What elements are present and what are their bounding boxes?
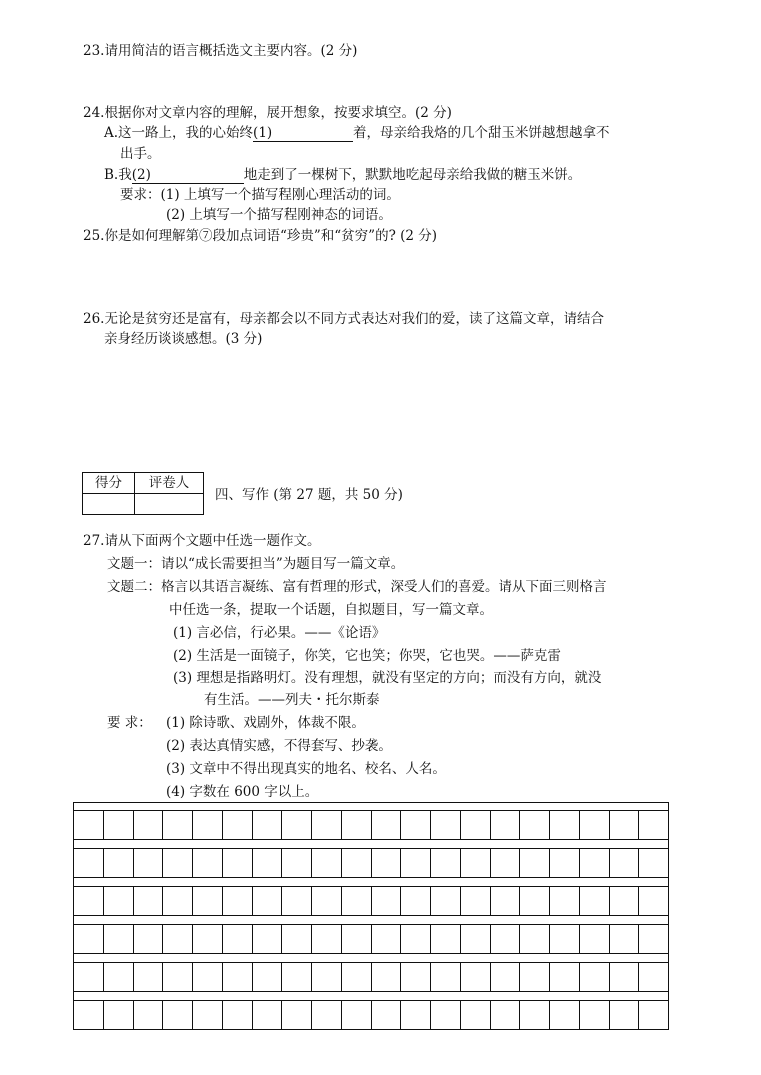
grid-cell[interactable] [431,886,461,916]
grid-cell[interactable] [193,848,223,878]
grid-cell[interactable] [610,1000,640,1030]
question-24-req2: (2) 上填写一个描写程刚神态的词语。 [166,207,392,223]
q24-b-suffix: 地走到了一棵树下，默默地吃起母亲给我做的糖玉米饼。 [243,167,582,183]
grid-cell[interactable] [134,810,164,840]
requirement-4: (4) 字数在 600 字以上。 [166,784,319,800]
grid-cell[interactable] [104,1000,134,1030]
grid-cell[interactable] [461,962,491,992]
grid-cell[interactable] [550,810,580,840]
grid-row-separator [73,840,669,848]
grid-cell[interactable] [312,962,342,992]
question-27-topic2-l2: 中任选一条，提取一个话题，自拟题目，写一篇文章。 [169,602,493,618]
grid-cell[interactable] [580,848,610,878]
grid-cell[interactable] [639,962,669,992]
q24-a-blank[interactable]: (1) [253,125,353,142]
question-26-line2: 亲身经历谈谈感想。(3 分) [104,331,263,347]
grid-cell[interactable] [431,1000,461,1030]
grid-top-bar [73,802,669,810]
grid-cell[interactable] [282,886,312,916]
grid-row-separator [73,878,669,886]
grid-cell[interactable] [639,1000,669,1030]
maxim-3-l2: 有生活。——列夫・托尔斯泰 [204,692,380,708]
grid-cell[interactable] [342,1000,372,1030]
grid-cell[interactable] [550,962,580,992]
score-cell[interactable] [83,494,135,515]
question-25: 25.你是如何理解第⑦段加点词语“珍贵”和“贫穷”的? (2 分) [83,228,438,244]
grid-cell[interactable] [372,1000,402,1030]
grid-cell[interactable] [372,962,402,992]
grid-cell[interactable] [282,810,312,840]
answer-grid[interactable] [73,802,669,1030]
grid-cell[interactable] [163,962,193,992]
q24-b-blank[interactable]: (2) [132,167,244,184]
grid-cell[interactable] [401,848,431,878]
grid-cell[interactable] [253,848,283,878]
grid-cell[interactable] [431,924,461,954]
question-24-b [104,166,581,184]
grid-cell[interactable] [282,1000,312,1030]
grid-cell[interactable] [163,1000,193,1030]
grid-row [73,886,669,916]
grid-cell[interactable] [104,810,134,840]
grid-cell[interactable] [282,962,312,992]
grid-cell[interactable] [491,962,521,992]
requirement-2: (2) 表达真情实感，不得套写、抄袭。 [166,738,392,754]
q24-b-prefix: B.我 [104,167,132,183]
grid-cell[interactable] [580,962,610,992]
grid-cell[interactable] [520,1000,550,1030]
grid-cell[interactable] [372,924,402,954]
requirement-3: (3) 文章中不得出现真实的地名、校名、人名。 [166,761,446,777]
grid-cell[interactable] [580,810,610,840]
grid-cell[interactable] [73,810,104,840]
grid-cell[interactable] [550,886,580,916]
grid-cell[interactable] [73,886,104,916]
grid-cell[interactable] [580,1000,610,1030]
grid-cell[interactable] [312,848,342,878]
grid-cell[interactable] [104,886,134,916]
grid-cell[interactable] [610,810,640,840]
grid-cell[interactable] [223,810,253,840]
grid-cell[interactable] [461,924,491,954]
grid-cell[interactable] [312,1000,342,1030]
question-27-title: 27.请从下面两个文题中任选一题作文。 [83,533,321,549]
grid-cell[interactable] [193,924,223,954]
grid-cell[interactable] [401,886,431,916]
grid-cell[interactable] [639,924,669,954]
grid-cell[interactable] [73,1000,104,1030]
grid-cell[interactable] [372,886,402,916]
grid-cell[interactable] [461,848,491,878]
question-27-topic2-l1: 文题二：格言以其语言凝练、富有哲理的形式，深受人们的喜爱。请从下面三则格言 [107,579,607,595]
question-27-topic1: 文题一：请以“成长需要担当”为题目写一篇文章。 [107,556,405,572]
question-24-a-cont: 出手。 [120,146,161,162]
grid-cell[interactable] [431,848,461,878]
grid-cell[interactable] [193,1000,223,1030]
grid-cell[interactable] [253,1000,283,1030]
grid-row-separator [73,916,669,924]
grid-cell[interactable] [639,848,669,878]
grid-cell[interactable] [491,810,521,840]
grid-cell[interactable] [550,924,580,954]
grid-cell[interactable] [520,848,550,878]
grid-cell[interactable] [134,848,164,878]
grid-cell[interactable] [73,962,104,992]
question-24-title: 24.根据你对文章内容的理解，展开想象，按要求填空。(2 分) [83,105,452,121]
grid-row-separator [73,954,669,962]
section-4-heading: 四、写作 (第 27 题，共 50 分) [215,487,403,503]
grid-row [73,962,669,992]
grid-cell[interactable] [520,924,550,954]
grid-row [73,810,669,840]
grid-cell[interactable] [491,886,521,916]
grid-cell[interactable] [193,886,223,916]
grid-cell[interactable] [223,1000,253,1030]
grid-row-separator [73,992,669,1000]
grid-cell[interactable] [193,810,223,840]
grid-cell[interactable] [223,886,253,916]
grid-cell[interactable] [163,924,193,954]
grid-row [73,848,669,878]
grid-cell[interactable] [580,886,610,916]
grid-cell[interactable] [461,886,491,916]
grid-cell[interactable] [401,924,431,954]
requirements-label: 要 求： [107,715,152,731]
grid-cell[interactable] [491,924,521,954]
grid-cell[interactable] [580,924,610,954]
question-26-line1: 26.无论是贫穷还是富有，母亲都会以不同方式表达对我们的爱，读了这篇文章，请结合 [83,311,604,327]
question-23: 23.请用简洁的语言概括选文主要内容。(2 分) [83,43,358,59]
maxim-3-l1: (3) 理想是指路明灯。没有理想，就没有坚定的方向；而没有方向，就没 [173,670,602,686]
grid-cell[interactable] [134,962,164,992]
grid-cell[interactable] [520,962,550,992]
grid-cell[interactable] [491,848,521,878]
grid-cell[interactable] [431,810,461,840]
q24-a-prefix: A.这一路上，我的心始终 [104,125,254,141]
grid-cell[interactable] [253,962,283,992]
grid-row [73,924,669,954]
grid-cell[interactable] [520,886,550,916]
grid-cell[interactable] [401,810,431,840]
grid-cell[interactable] [342,886,372,916]
grid-cell[interactable] [73,848,104,878]
grid-cell[interactable] [372,810,402,840]
grid-cell[interactable] [491,1000,521,1030]
grid-cell[interactable] [253,924,283,954]
grid-cell[interactable] [639,886,669,916]
score-table [82,472,204,515]
grid-cell[interactable] [104,924,134,954]
grid-cell[interactable] [253,886,283,916]
grid-cell[interactable] [342,924,372,954]
maxim-2: (2) 生活是一面镜子，你笑，它也笑；你哭，它也哭。——萨克雷 [173,648,561,664]
grid-cell[interactable] [342,848,372,878]
grid-cell[interactable] [282,848,312,878]
grid-cell[interactable] [253,810,283,840]
grid-cell[interactable] [104,962,134,992]
grid-cell[interactable] [461,1000,491,1030]
grid-cell[interactable] [312,810,342,840]
grid-cell[interactable] [134,886,164,916]
grid-cell[interactable] [550,848,580,878]
maxim-1: (1) 言必信，行必果。——《论语》 [173,625,386,641]
grid-cell[interactable] [223,924,253,954]
grid-cell[interactable] [163,848,193,878]
grid-cell[interactable] [134,1000,164,1030]
grid-cell[interactable] [610,924,640,954]
grid-cell[interactable] [401,962,431,992]
grid-cell[interactable] [73,924,104,954]
score-header: 得分 [83,473,135,494]
grid-cell[interactable] [312,886,342,916]
grid-cell[interactable] [520,810,550,840]
grid-cell[interactable] [163,810,193,840]
grid-cell[interactable] [550,1000,580,1030]
grid-cell[interactable] [193,962,223,992]
grid-cell[interactable] [134,924,164,954]
grid-cell[interactable] [610,962,640,992]
grid-cell[interactable] [461,810,491,840]
grid-cell[interactable] [342,962,372,992]
grid-cell[interactable] [610,848,640,878]
grid-cell[interactable] [610,886,640,916]
q24-a-suffix: 着，母亲给我烙的几个甜玉米饼越想越拿不 [353,125,610,141]
grid-cell[interactable] [639,810,669,840]
grid-cell[interactable] [372,848,402,878]
grid-row [73,1000,669,1030]
grid-cell[interactable] [104,848,134,878]
question-24-req1: 要求：(1) 上填写一个描写程刚心理活动的词。 [120,187,400,203]
grid-cell[interactable] [163,886,193,916]
requirement-1: (1) 除诗歌、戏剧外，体裁不限。 [166,715,365,731]
grid-cell[interactable] [282,924,312,954]
grid-cell[interactable] [431,962,461,992]
grid-cell[interactable] [401,1000,431,1030]
grid-cell[interactable] [223,848,253,878]
grid-cell[interactable] [342,810,372,840]
question-24-a [104,124,610,142]
grid-cell[interactable] [223,962,253,992]
grid-cell[interactable] [312,924,342,954]
grader-cell[interactable] [135,494,204,515]
grader-header: 评卷人 [135,473,204,494]
